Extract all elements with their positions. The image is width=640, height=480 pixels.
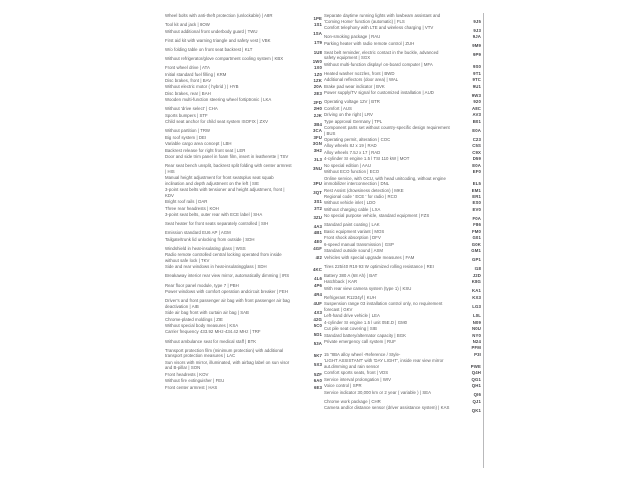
equipment-code: 5X3 <box>313 362 322 368</box>
equipment-code: F0A <box>472 216 481 221</box>
equipment-row <box>165 22 324 28</box>
equipment-code: 4GF <box>313 245 322 251</box>
equipment-description: Without multi-function display/ on-board computer | MFA <box>324 61 433 67</box>
equipment-row <box>324 77 483 83</box>
equipment-code: 4P6 <box>313 282 322 288</box>
equipment-description: Front wheel drive | ATA <box>165 65 210 71</box>
equipment-row <box>324 34 483 40</box>
equipment-row <box>324 188 483 194</box>
equipment-description: Without fire extinguisher | FEU <box>165 378 225 384</box>
equipment-description: Side and rear windows in heat-insulatingglass | SDH <box>165 264 267 270</box>
equipment-row <box>165 97 324 105</box>
equipment-code: LG3 <box>472 304 481 309</box>
equipment-code: 6A0 <box>313 378 322 384</box>
equipment-description: Separate daytime running lights with lowbeam assistant and 'Coming Home' function (automatic) | FLS <box>324 13 441 24</box>
equipment-row <box>165 199 324 205</box>
equipment-row <box>324 106 483 112</box>
equipment-code: ER1 <box>472 194 481 199</box>
equipment-description: Front shock absorption | DFV <box>324 235 381 241</box>
equipment-description: Without additional front underbody guard | TWU <box>165 28 258 34</box>
equipment-code: J2D <box>472 272 481 278</box>
equipment-code: 2FD <box>313 99 322 105</box>
equipment-code: QK1 <box>471 407 481 413</box>
equipment-code: 9W3 <box>471 92 481 98</box>
equipment-row <box>324 255 483 263</box>
equipment-description: Big roof system | DEI <box>165 134 207 140</box>
equipment-code: E0A <box>472 127 481 133</box>
equipment-row <box>165 119 324 127</box>
equipment-row <box>324 125 483 136</box>
equipment-description: Child seat anchor for child seat system ISOFIX | ZXV <box>165 119 268 125</box>
equipment-code: 3PU <box>313 180 322 186</box>
equipment-row <box>324 194 483 200</box>
equipment-row <box>324 169 483 175</box>
equipment-code: 920 <box>473 99 481 105</box>
equipment-row <box>165 323 324 329</box>
equipment-description: Door and side trim panel in foam film, insert in leatherette | TSV <box>165 154 289 160</box>
equipment-description: Standard battery/alternator capacity | BGK <box>324 332 407 338</box>
equipment-description: Operating voltage 12V | BTR <box>324 99 380 105</box>
equipment-description: 4-cylinder SI engine 1.5 l unit 05E.D | GM0 <box>324 319 408 325</box>
equipment-code: 1Z0 <box>314 71 322 77</box>
equipment-description: Tool kit and jack | 8OW <box>165 22 210 28</box>
equipment-code: 9S0 <box>472 64 481 70</box>
equipment-code: C5S <box>472 143 481 149</box>
equipment-row <box>165 246 324 252</box>
equipment-description: Bright roof rails | DAR <box>165 199 208 205</box>
equipment-row <box>165 298 324 309</box>
equipment-description: Cut pile seat covering | SIB <box>324 326 377 332</box>
equipment-description: Basic equipment variant | MOS <box>324 228 385 234</box>
equipment-code: A8C <box>471 105 481 111</box>
equipment-description: Comfort sports seats, front | VDS <box>324 370 389 376</box>
equipment-row <box>324 163 483 169</box>
equipment-description: Without ECO function | ECO <box>324 169 380 175</box>
equipment-code: 9J3 <box>473 27 481 33</box>
left-column <box>165 13 324 391</box>
equipment-row <box>324 112 483 118</box>
equipment-description: 6-speed manual transmission | GSP <box>324 241 394 247</box>
equipment-description: Radio remote controlled central locking operated from inside without safe lock | TKV <box>165 252 282 263</box>
equipment-row <box>165 91 324 97</box>
equipment-description: 3-point seat belts, outer rear with ECE label | SHA <box>165 212 263 218</box>
equipment-code: 4B1 <box>313 230 322 236</box>
equipment-description: Parking heater with radio remote control | ZUH <box>324 40 415 46</box>
equipment-code: 6E3 <box>313 384 322 390</box>
equipment-code: 4L6 <box>314 276 322 282</box>
equipment-code: 4A3 <box>313 223 322 229</box>
equipment-code: 3H2 <box>313 147 322 153</box>
equipment-row <box>324 62 483 70</box>
equipment-code: 9M9 <box>472 43 481 49</box>
equipment-description: Windshield in heat-insulating glass | WSS <box>165 245 246 251</box>
equipment-code: C23 <box>472 136 481 142</box>
equipment-description: Seat heater for front seats separately controlled | SIH <box>165 221 269 227</box>
equipment-description: Private emergency call system | RUF <box>324 339 396 345</box>
equipment-row <box>165 317 324 323</box>
equipment-description: Battery 380 A (68 Ah) | BAT <box>324 272 378 278</box>
equipment-code: 4UF <box>313 300 322 306</box>
equipment-code: EF0 <box>472 169 481 175</box>
equipment-description: Without special body measures | KSA <box>165 322 239 328</box>
equipment-row <box>324 13 483 24</box>
equipment-row <box>324 222 483 228</box>
equipment-code: N09 <box>472 319 481 325</box>
equipment-code: G01 <box>472 235 481 241</box>
equipment-code: Q4H <box>471 370 481 376</box>
equipment-code: GP1 <box>471 257 481 263</box>
equipment-row <box>165 154 324 162</box>
equipment-code: F86 <box>473 222 481 228</box>
equipment-description: Without charging cable | LXA <box>324 206 381 212</box>
equipment-code: L0L <box>472 313 481 319</box>
equipment-code: B01 <box>472 118 481 124</box>
equipment-description: Carrier frequency 433.92 MHz-434.42 MHz | TRF <box>165 329 261 335</box>
equipment-description: Variable cargo area concept | LBH <box>165 141 232 147</box>
equipment-row <box>165 65 324 71</box>
equipment-code: G0K <box>471 241 481 247</box>
equipment-code: 3GN <box>312 141 322 147</box>
equipment-description: With rear view camera system (type 1) | KSU <box>324 285 412 291</box>
equipment-row <box>324 213 483 221</box>
equipment-row <box>165 135 324 141</box>
equipment-row <box>324 286 483 294</box>
equipment-description: Refrigerant R1234yf | KUH <box>324 294 376 300</box>
equipment-code: EV0 <box>472 206 481 212</box>
equipment-code: KX3 <box>472 294 481 300</box>
equipment-code: P3I <box>474 351 481 357</box>
equipment-description: Power supply/TV signal for customized installation | AUD <box>324 90 434 96</box>
equipment-row <box>165 163 324 174</box>
equipment-code: 20A <box>313 84 322 90</box>
equipment-code: QI6 <box>473 392 481 398</box>
equipment-row <box>165 372 324 378</box>
equipment-row <box>165 264 324 272</box>
equipment-row <box>324 383 483 389</box>
equipment-code: 2H0 <box>313 106 322 112</box>
equipment-code: PFM <box>471 345 481 351</box>
equipment-row <box>324 176 483 187</box>
equipment-row <box>165 56 324 64</box>
equipment-code: C9X <box>472 149 481 155</box>
equipment-row <box>324 71 483 77</box>
right-column <box>324 13 483 414</box>
equipment-row <box>165 360 324 371</box>
equipment-code: GM1 <box>471 248 481 254</box>
equipment-row <box>324 390 483 398</box>
equipment-description: First aid kit with warning triangle and safety vest | VBK <box>165 37 271 43</box>
equipment-code: 9U1 <box>472 83 481 89</box>
equipment-row <box>165 221 324 229</box>
equipment-row <box>324 41 483 49</box>
equipment-description: Driving on the right | LRV <box>324 112 373 118</box>
equipment-row <box>165 106 324 112</box>
equipment-row <box>324 207 483 213</box>
equipment-description: Type approval Germany | TPL <box>324 118 383 124</box>
equipment-row <box>165 378 324 384</box>
equipment-code: 3NU <box>312 165 322 171</box>
equipment-row <box>165 113 324 119</box>
equipment-description: Vehicles with special upgrade measures | FAM <box>324 254 415 260</box>
equipment-description: Component parts set without country-specific design requirement | BUS <box>324 124 450 136</box>
equipment-code: 9T1 <box>473 70 481 76</box>
equipment-code: PWE <box>470 363 481 369</box>
equipment-row <box>324 200 483 206</box>
equipment-row <box>324 50 483 61</box>
equipment-code: QJ1 <box>472 398 481 404</box>
equipment-code: EM1 <box>471 187 481 193</box>
equipment-description: Manual height adjustment for front seatsplus seat squab inclination and depth adjustment on the left | SIE <box>165 175 274 186</box>
equipment-row <box>165 84 324 90</box>
equipment-code: 5ZF <box>313 371 322 377</box>
equipment-row <box>165 141 324 147</box>
equipment-description: Side air bag front with curtain air bag | SAB <box>165 310 249 316</box>
equipment-code: 3B4 <box>313 121 322 127</box>
equipment-code: 53A <box>313 341 322 347</box>
equipment-code: 42G <box>313 316 322 322</box>
equipment-code: 4I2 <box>315 255 322 261</box>
equipment-row <box>165 175 324 186</box>
equipment-code: 1S1 <box>313 22 322 28</box>
equipment-code: 1PE <box>313 15 322 21</box>
equipment-code: EL5 <box>472 181 481 187</box>
equipment-code: 5K7 <box>313 353 322 359</box>
equipment-row <box>324 119 483 125</box>
equipment-row <box>165 29 324 37</box>
equipment-description: Seat belt reminder, electric contact in the buckle, advanced safety equipment | SGX <box>324 49 439 61</box>
equipment-code: 3QT <box>313 189 322 195</box>
equipment-row <box>165 310 324 316</box>
equipment-row <box>324 399 483 405</box>
equipment-description: Rear seat bench unsplit, backrest split folding with center armrest | HIS <box>165 163 292 174</box>
equipment-code: I18 <box>474 266 481 272</box>
equipment-row <box>165 339 324 347</box>
equipment-row <box>324 301 483 312</box>
equipment-row <box>324 333 483 339</box>
equipment-row <box>324 264 483 272</box>
equipment-code: 1SA <box>313 31 322 37</box>
equipment-description: Camera and/or distance sensor (driver assistance system) | KAS <box>324 405 450 411</box>
equipment-description: W/o folding table on front seat backrest | KLT <box>165 46 253 52</box>
equipment-row <box>165 212 324 220</box>
equipment-code: 4KC <box>312 267 322 272</box>
equipment-code: 5D1 <box>313 332 322 338</box>
equipment-description: Without refrigerator/glove compartment cooling system | KBX <box>165 55 284 61</box>
equipment-row <box>324 84 483 90</box>
equipment-row <box>165 283 324 289</box>
equipment-row <box>165 47 324 55</box>
equipment-description: Power windows with comfort operation andcircuit breaker | FEH <box>165 289 288 294</box>
equipment-code: K8G <box>471 279 481 285</box>
equipment-row <box>165 148 324 154</box>
equipment-code: 3T2 <box>314 205 322 211</box>
equipment-description: Wooden multi-function steering wheel fortiptronic | LKA <box>165 97 272 103</box>
equipment-row <box>165 273 324 281</box>
equipment-code: 3FU <box>313 134 322 140</box>
equipment-description: Alloy wheels 8J x 19 | RAD <box>324 143 377 149</box>
equipment-description: Chrome-plated moldings | ZIE <box>165 316 223 322</box>
equipment-description: Driver's and front passenger air bag with front passenger air bag deactivation | AIB <box>165 298 290 309</box>
equipment-description: Comfort telephony with LTE and wireless charging | VTV <box>324 24 434 30</box>
equipment-code: ES0 <box>472 200 481 206</box>
equipment-code: QG1 <box>471 376 481 382</box>
equipment-description: Without electric motor ( hybrid ) | HYB <box>165 84 239 90</box>
equipment-description: Comfort | AUS <box>324 105 352 111</box>
equipment-row <box>324 377 483 383</box>
equipment-code: 3L3 <box>314 156 322 162</box>
equipment-row <box>324 370 483 376</box>
equipment-description: Front headrests | KOV <box>165 371 209 377</box>
equipment-code: 1X0 <box>313 65 322 71</box>
equipment-description: Chrome work package | CHR <box>324 398 381 404</box>
equipment-code: 9TC <box>472 77 481 83</box>
equipment-code: 2E3 <box>313 90 322 96</box>
equipment-row <box>324 90 483 98</box>
equipment-description: Rear floor panel module, type 7 | PBH <box>165 282 239 288</box>
equipment-row <box>324 248 483 254</box>
equipment-code: 9J5 <box>473 18 481 24</box>
equipment-code: 4X3 <box>313 310 322 316</box>
equipment-code: NY0 <box>472 332 481 338</box>
equipment-description: Standard paint coating | LAK <box>324 222 380 228</box>
equipment-description: Backrest release for right front seat | LER <box>165 147 246 153</box>
equipment-row <box>165 385 324 391</box>
equipment-code: 9P9 <box>472 52 481 58</box>
equipment-description: Wheel bolts with anti-theft protection (unlockable) | A8R <box>165 13 273 18</box>
equipment-description: Breakaway interior rear view mirror, automatically dimming | IRS <box>165 273 290 279</box>
equipment-row <box>165 72 324 78</box>
equipment-row <box>165 230 324 236</box>
equipment-code: QH1 <box>471 383 481 389</box>
equipment-description: No special purpose vehicle, standard equipment | FZS <box>324 213 430 219</box>
equipment-row <box>165 78 324 84</box>
equipment-code: 1T9 <box>314 40 322 46</box>
equipment-description: Tires 225/40 R19 93 W optimized rolling resistance | REI <box>324 263 434 269</box>
equipment-row <box>324 229 483 235</box>
equipment-code: 2JK <box>313 112 322 118</box>
equipment-row <box>165 237 324 245</box>
equipment-description: Voice control | SPR <box>324 383 362 389</box>
equipment-code: FM0 <box>471 228 481 234</box>
equipment-row <box>324 279 483 285</box>
equipment-description: Hatchback | KAR <box>324 279 358 285</box>
equipment-code: 3ZU <box>313 214 322 220</box>
equipment-description: Disc brakes, rear | BAH <box>165 90 211 96</box>
equipment-row <box>324 326 483 332</box>
equipment-description: Service indicator 30,000 km or 2 year ( variable ) | SEA <box>324 389 432 395</box>
equipment-description: Without partition | TRW <box>165 128 210 134</box>
equipment-code: 5C0 <box>313 322 322 328</box>
equipment-description: Without vehicle inlet | LDO <box>324 200 376 206</box>
equipment-row <box>324 150 483 156</box>
equipment-row <box>324 320 483 326</box>
equipment-description: Tailgate/trunk lid unlocking from outside | SDH <box>165 236 255 242</box>
equipment-description: Front center armrest | HAS <box>165 384 218 390</box>
equipment-row <box>165 329 324 337</box>
equipment-description: Standard outside sound | ASM <box>324 248 384 254</box>
equipment-row <box>165 187 324 198</box>
equipment-code: 1U8 <box>313 49 322 55</box>
equipment-description: Operating permit, alteration | COC <box>324 136 391 142</box>
equipment-description: Sun visors with mirror, illuminated, with airbag label on sun visor and B-pillar | SON <box>165 359 290 371</box>
equipment-row <box>165 348 324 359</box>
equipment-row <box>324 242 483 248</box>
equipment-row <box>165 252 324 263</box>
equipment-description: Disc brakes, front | BAV <box>165 77 212 83</box>
equipment-description: Three rear headrests | KOH <box>165 205 219 211</box>
equipment-description: Additional reflectors (door area) | WAL <box>324 77 399 83</box>
equipment-row <box>324 295 483 301</box>
equipment-row <box>324 358 483 369</box>
equipment-description: Brake pad wear indicator | BVK <box>324 83 385 89</box>
equipment-description: Initial standard fuel filling | KRM <box>165 71 227 77</box>
equipment-description: Without ambulance seat for medical staff | BTK <box>165 338 257 344</box>
equipment-code: N0U <box>471 326 481 332</box>
equipment-row <box>324 99 483 105</box>
equipment-code: 9JA <box>472 34 481 40</box>
equipment-description: Emission standard EU6 AP | AGM <box>165 230 231 236</box>
equipment-row <box>324 25 483 33</box>
equipment-description: Suspension range 03 installation control only, no requirement forecast | GKV <box>324 301 443 312</box>
equipment-code: D59 <box>472 156 481 162</box>
equipment-row <box>324 352 483 358</box>
equipment-row <box>324 339 483 345</box>
equipment-description: 3-point seat belts with tensioner and height adjustment, front | KDV <box>165 187 285 198</box>
equipment-description: Alloy wheels 7.5J x 17 | RAD <box>324 149 381 155</box>
equipment-description: Without 'drive select' | CHA <box>165 106 218 112</box>
equipment-code: 1ZK <box>313 77 322 83</box>
equipment-code: 1W0 <box>312 58 322 64</box>
equipment-row <box>165 38 324 46</box>
equipment-description: 15 "8BA alloy wheel -Reference / Style- <box>324 351 401 357</box>
equipment-description: 4-cylinder SI engine 1.5 l TSI 110 kW | MOT <box>324 156 410 162</box>
equipment-row <box>324 345 483 351</box>
equipment-code: N24 <box>472 339 481 345</box>
equipment-code: KA1 <box>471 288 481 294</box>
equipment-row <box>165 206 324 212</box>
equipment-description: Transport protection film (minimum protection) with additional transport protection measures | LAC <box>165 347 284 359</box>
equipment-row <box>324 273 483 279</box>
equipment-row <box>324 137 483 143</box>
equipment-description: 'LIGHT ASSISTANT' with 'DAY LIGHT', inside rear view mirror aut.dimming and rain sensor <box>324 358 444 369</box>
equipment-description: No special edition | AAU <box>324 162 371 168</box>
equipment-code: AV3 <box>472 112 481 118</box>
equipment-row <box>165 13 324 21</box>
equipment-description: Sports bumpers | STF <box>165 112 208 118</box>
equipment-code: 3CA <box>312 128 322 134</box>
equipment-description: Rest Assist (drowsiness detection) | MKE <box>324 187 404 193</box>
equipment-description: Non-smoking package | RAU <box>324 34 381 40</box>
equipment-row <box>324 235 483 241</box>
equipment-description: Heated washer nozzles, front | BWD <box>324 70 395 76</box>
equipment-description: Regional code ' ECE ' for radio | RCO <box>324 194 398 199</box>
equipment-code: E0A <box>472 162 481 168</box>
equipment-row <box>324 405 483 413</box>
equipment-code: 3S1 <box>313 199 322 205</box>
equipment-row <box>324 313 483 319</box>
equipment-description: Online service, with OCU, with head unitcoding, without engine immobilizer interconnection | DNL <box>324 175 446 187</box>
equipment-code: 4E0 <box>313 239 322 245</box>
equipment-row <box>324 143 483 149</box>
equipment-row <box>324 156 483 162</box>
equipment-description: Left-hand drive vehicle | LEA <box>324 313 380 319</box>
equipment-row <box>165 289 324 297</box>
equipment-code: 4R4 <box>313 291 322 297</box>
equipment-row <box>165 128 324 134</box>
equipment-description: Service interval prolongation | WIV <box>324 376 392 382</box>
equipment-code-table <box>165 13 484 468</box>
